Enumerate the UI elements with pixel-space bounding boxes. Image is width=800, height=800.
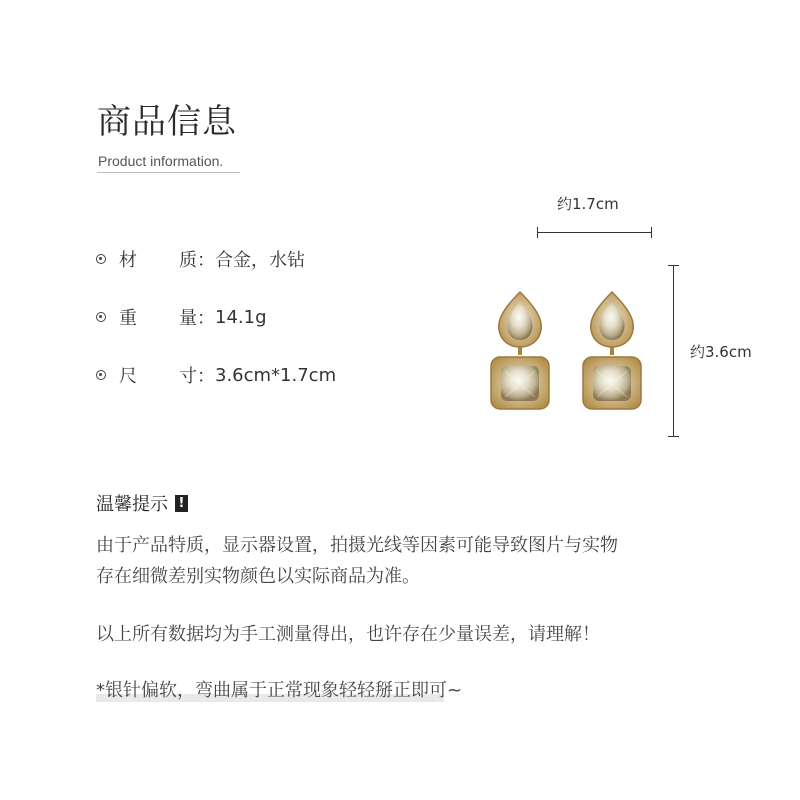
page-title: 商品信息 (97, 102, 237, 142)
spec-label-first-char: 重 (119, 308, 137, 329)
spec-row-material (96, 245, 305, 273)
right-earring (583, 292, 641, 409)
width-dimension-label: 约1.7cm (557, 195, 619, 213)
height-dimension-label: 约3.6cm (690, 343, 752, 361)
spec-label-first-char: 材 (119, 250, 137, 271)
spec-label-second-char: 量： (179, 308, 215, 329)
spec-label (119, 246, 215, 272)
earrings-product-image (485, 285, 660, 415)
spec-label (119, 362, 215, 388)
height-dimension-cap-bottom (668, 436, 679, 437)
notice-line-4: *银针偏软，弯曲属于正常现象轻轻掰正即可~ (96, 680, 463, 701)
bullet-icon (96, 254, 106, 264)
left-earring (491, 292, 549, 409)
warning-icon: ! (175, 495, 188, 512)
page-subtitle: Product information. (98, 153, 224, 169)
width-dimension-cap-right (651, 227, 652, 238)
spec-row-size (96, 361, 336, 389)
height-dimension-cap-top (668, 265, 679, 266)
spec-label-second-char: 寸： (179, 366, 215, 387)
notice-line-1: 由于产品特质，显示器设置，拍摄光线等因素可能导致图片与实物 (96, 535, 618, 556)
notice-title-text: 温馨提示 (96, 494, 168, 515)
notice-title (96, 490, 188, 516)
subtitle-underline (97, 172, 240, 173)
notice-line-3: 以上所有数据均为手工测量得出，也许存在少量误差，请理解！ (96, 624, 600, 645)
spec-label-second-char: 质： (179, 250, 215, 271)
bullet-icon (96, 312, 106, 322)
notice-line-2: 存在细微差别实物颜色以实际商品为准。 (96, 566, 420, 587)
width-dimension-line (537, 232, 652, 233)
spec-value-weight: 14.1g (215, 306, 267, 328)
width-dimension-cap-left (537, 227, 538, 238)
height-dimension-line (673, 265, 674, 436)
spec-row-weight (96, 303, 267, 331)
spec-label (119, 304, 215, 330)
spec-value-material: 合金，水钻 (215, 250, 305, 271)
bullet-icon (96, 370, 106, 380)
spec-label-first-char: 尺 (119, 366, 137, 387)
spec-value-size: 3.6cm*1.7cm (215, 364, 337, 386)
